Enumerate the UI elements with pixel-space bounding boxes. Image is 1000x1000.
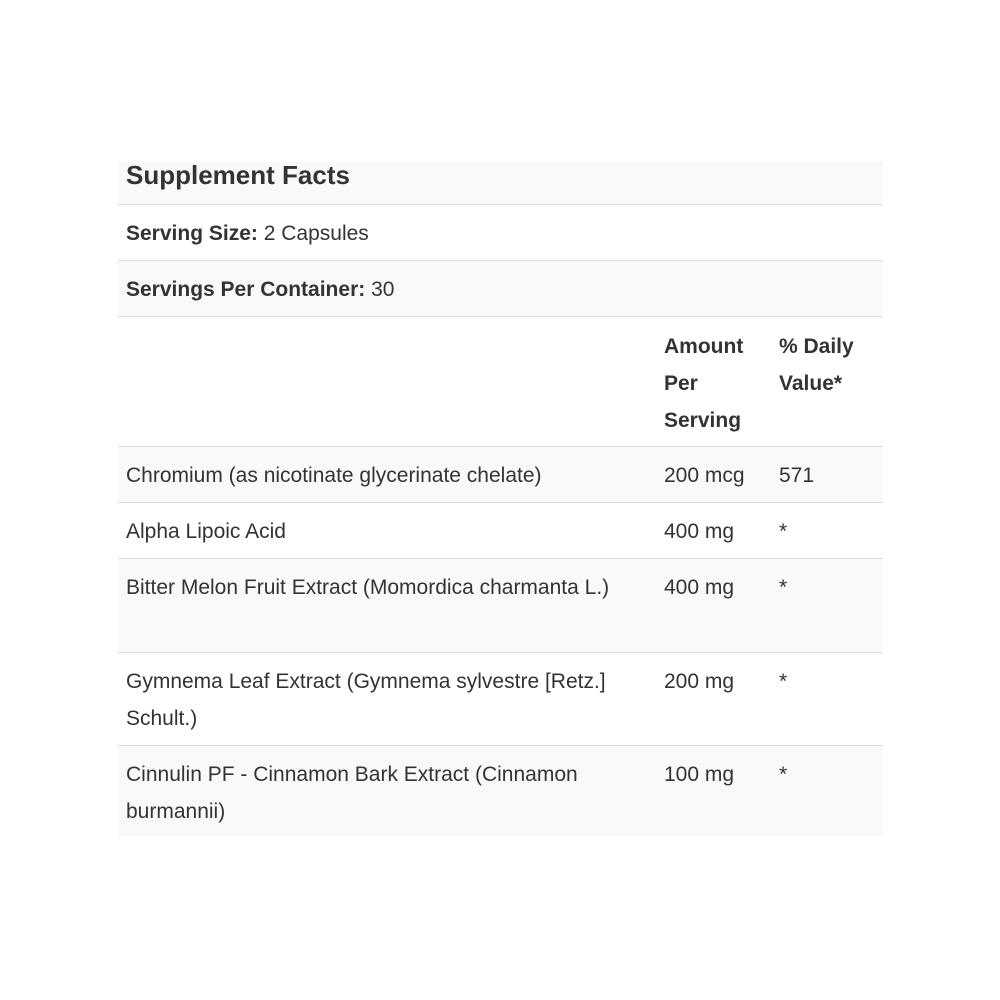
servings-per-container-label: Servings Per Container:: [126, 278, 366, 301]
table-row: [118, 503, 883, 559]
ingredient-name: Chromium (as nicotinate glycerinate chelate): [126, 464, 542, 487]
ingredient-amount: 100 mg: [664, 763, 735, 786]
ingredient-amount: 200 mcg: [664, 464, 745, 487]
panel-title: Supplement Facts: [126, 160, 350, 190]
header-name: [126, 328, 664, 437]
ingredient-name: Bitter Melon Fruit Extract (Momordica charmanta L.): [126, 576, 610, 599]
ingredient-amount: 400 mg: [664, 576, 735, 599]
ingredient-daily-value: *: [779, 670, 788, 693]
serving-size-label: Serving Size:: [126, 222, 258, 245]
ingredient-daily-value: 571: [779, 464, 815, 487]
servings-per-container-value: 30: [365, 278, 395, 301]
ingredient-name: Alpha Lipoic Acid: [126, 520, 286, 543]
table-row: [118, 447, 883, 503]
panel-title-row: [118, 162, 883, 205]
serving-size-value: 2 Capsules: [257, 222, 369, 245]
table-header-row: [118, 317, 883, 447]
ingredient-daily-value: *: [779, 520, 788, 543]
ingredient-amount: 400 mg: [664, 520, 735, 543]
header-daily-value: % Daily Value*: [779, 335, 854, 395]
serving-size-row: [118, 205, 883, 261]
ingredient-amount: 200 mg: [664, 670, 735, 693]
supplement-facts-panel: [118, 162, 883, 836]
ingredient-daily-value: *: [779, 763, 788, 786]
table-row: [118, 746, 883, 836]
servings-per-container-row: [118, 261, 883, 317]
table-row: [118, 653, 883, 746]
table-row: [118, 559, 883, 653]
header-amount: Amount Per Serving: [664, 335, 744, 432]
ingredient-name: Gymnema Leaf Extract (Gymnema sylvestre [Retz.] Schult.): [126, 670, 606, 730]
ingredient-daily-value: *: [779, 576, 788, 599]
ingredient-name: Cinnulin PF - Cinnamon Bark Extract (Cinnamon burmannii): [126, 763, 578, 823]
